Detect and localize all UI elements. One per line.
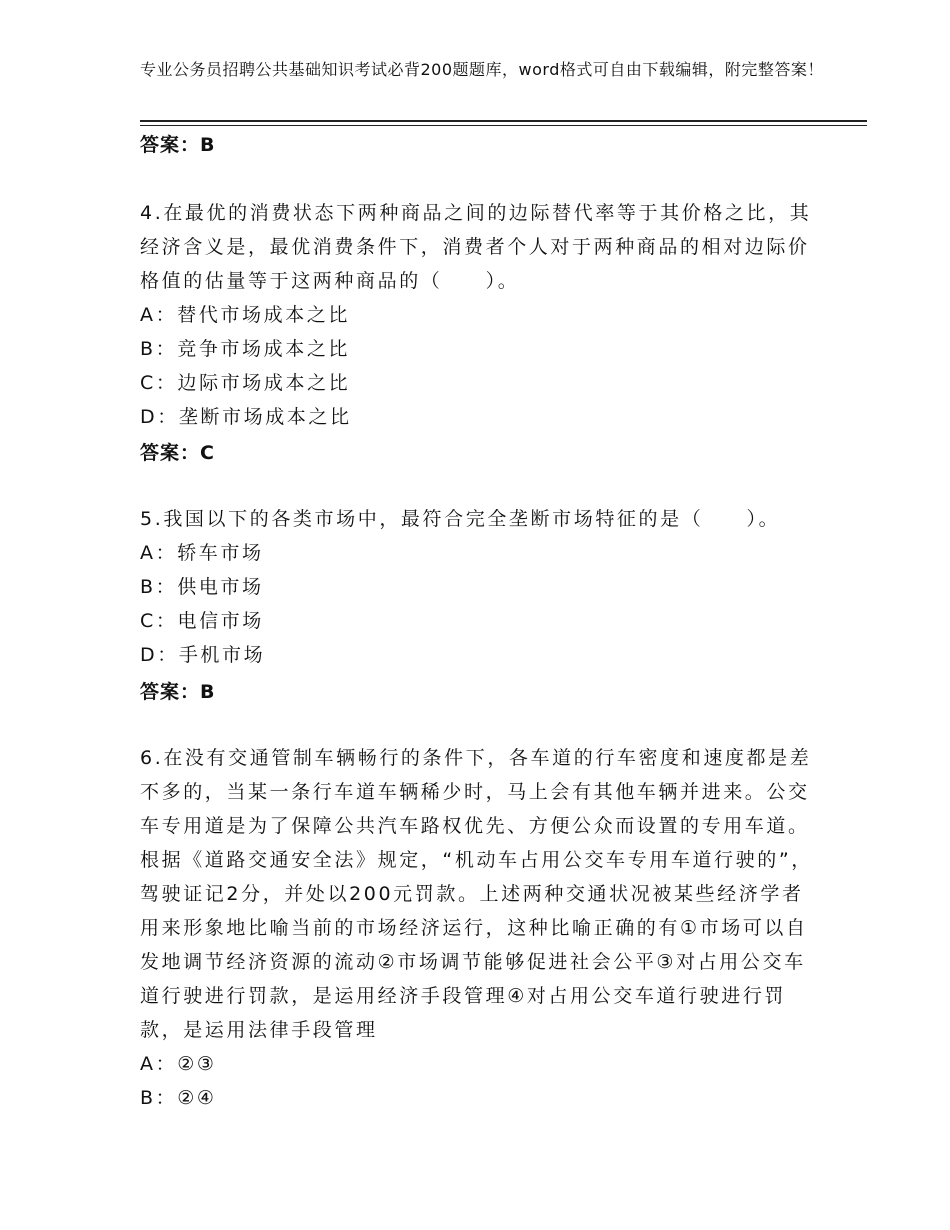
- question-4-option-b: B：竞争市场成本之比: [140, 338, 351, 360]
- question-4-stem: 4.在最优的消费状态下两种商品之间的边际替代率等于其价格之比，其经济含义是，最优消费条件下，消费者个人对于两种商品的相对边际价格值的估量等于这两种商品的（ ）。: [140, 202, 812, 292]
- header-divider-thin: [140, 125, 867, 126]
- question-5-option-d: D：手机市场: [140, 644, 266, 666]
- question-5-stem: 5.我国以下的各类市场中，最符合完全垄断市场特征的是（ ）。: [140, 508, 781, 530]
- question-5: [140, 502, 820, 672]
- question-5-answer: 答案：B: [140, 681, 216, 703]
- question-5-option-b: B：供电市场: [140, 576, 264, 598]
- question-4-answer: 答案：C: [140, 442, 215, 464]
- question-4-option-c: C：边际市场成本之比: [140, 372, 351, 394]
- question-5-option-a: A：轿车市场: [140, 542, 264, 564]
- question-6-stem: 6.在没有交通管制车辆畅行的条件下，各车道的行车密度和速度都是差不多的，当某一条行车道车辆稀少时，马上会有其他车辆并进来。公交车专用道是为了保障公共汽车路权优先、方便公众而设置的专用车道。根据《道路交通安全法》规定，“机动车占用公交车专用车道行驶的”，驾驶证记2分，并处以200元罚款。上述两种交通状况被某些经济学者用来形象地比喻当前的市场经济运行，这种比喻正确的有①市场可以自发地调节经济资源的流动②市场调节能够促进社会公平③对占用公交车道行驶进行罚款，是运用经济手段管理④对占用公交车道行驶进行罚款，是运用法律手段管理: [140, 747, 813, 1041]
- question-4: [140, 196, 820, 434]
- question-4-option-a: A：替代市场成本之比: [140, 304, 350, 326]
- answer-previous: 答案：B: [140, 134, 216, 156]
- question-4-option-d: D：垄断市场成本之比: [140, 406, 352, 428]
- question-6-option-a: A：②③: [140, 1053, 217, 1075]
- header-note: 专业公务员招聘公共基础知识考试必背200题题库，word格式可自由下载编辑，附完整答案！: [140, 60, 824, 79]
- question-6: [140, 741, 820, 1115]
- header-divider: [140, 120, 867, 122]
- question-6-option-b: B：②④: [140, 1087, 217, 1109]
- question-5-option-c: C：电信市场: [140, 610, 264, 632]
